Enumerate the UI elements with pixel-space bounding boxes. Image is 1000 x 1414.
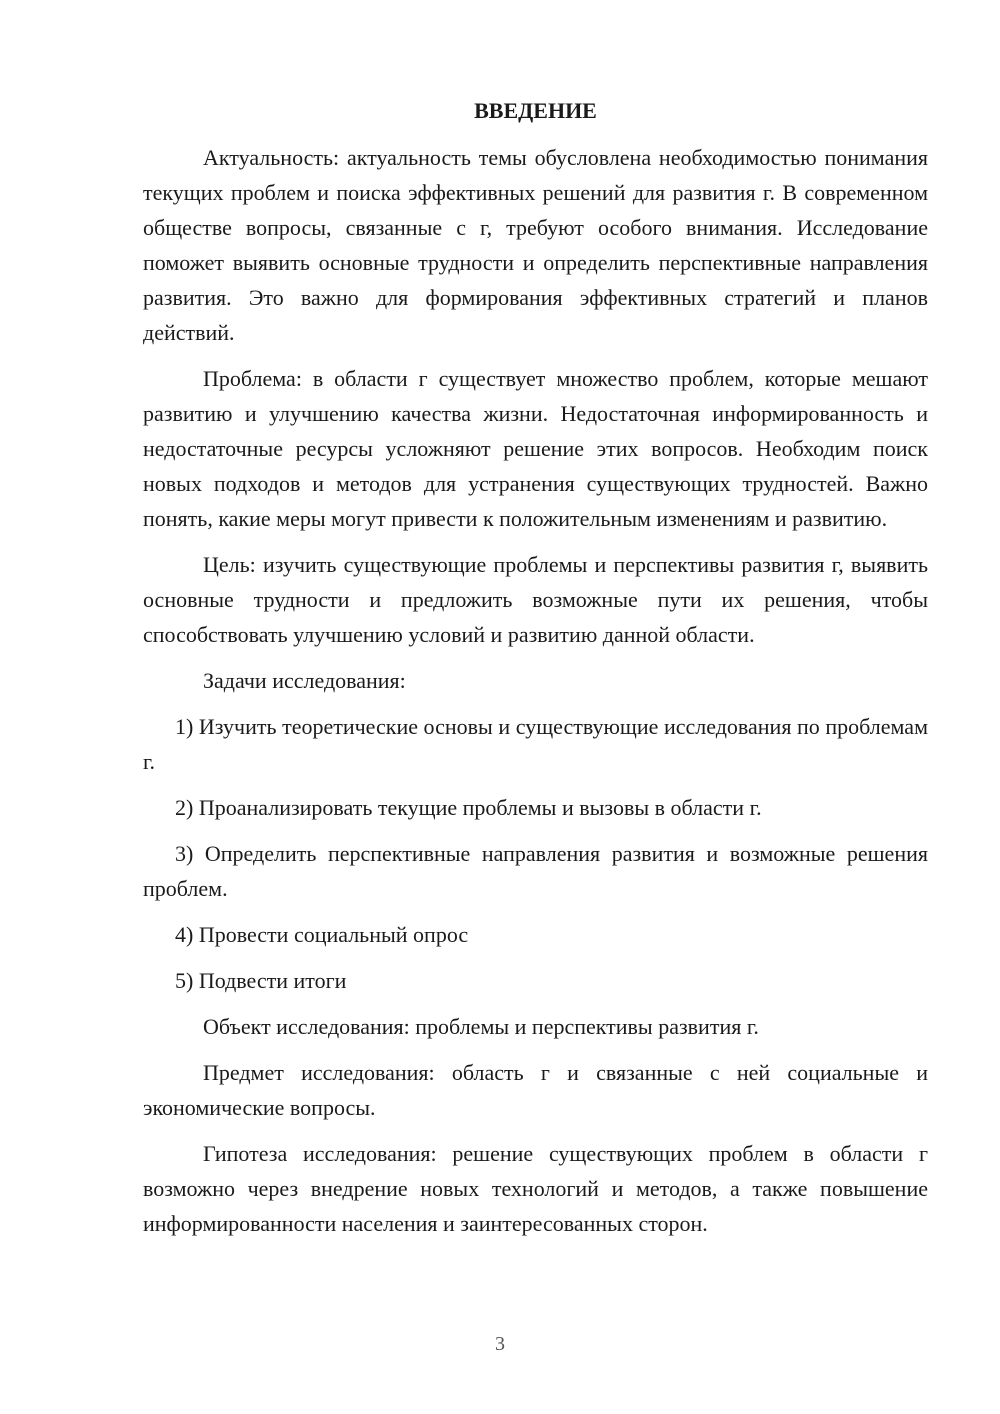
page-number: 3	[495, 1333, 505, 1355]
task-item-1: 1) Изучить теоретические основы и существующие исследования по проблемам г.	[143, 714, 928, 774]
paragraph-problem: Проблема: в области г существует множество проблем, которые мешают развитию и улучшению качества жизни. Недостаточная информированность и недостаточные ресурсы усложняют решение этих вопросов. Необходим поиск новых подходов и методов для устранения существующих трудностей. Важно понять, какие меры могут привести к положительным изменениям и развитию.	[143, 366, 928, 531]
paragraph-object: Объект исследования: проблемы и перспективы развития г.	[203, 1014, 759, 1039]
task-item-4: 4) Провести социальный опрос	[175, 922, 469, 947]
task-item-2: 2) Проанализировать текущие проблемы и вызовы в области г.	[175, 795, 762, 820]
paragraph-tasks-heading: Задачи исследования:	[203, 668, 406, 693]
paragraph-subject: Предмет исследования: область г и связанные с ней социальные и экономические вопросы.	[143, 1060, 928, 1120]
paragraph-relevance: Актуальность: актуальность темы обусловлена необходимостью понимания текущих проблем и поиска эффективных решений для развития г. В современном обществе вопросы, связанные с г, требуют особого внимания. Исследование поможет выявить основные трудности и определить перспективные направления развития. Это важно для формирования эффективных стратегий и планов действий.	[143, 145, 928, 345]
task-item-5: 5) Подвести итоги	[175, 968, 347, 993]
task-item-3: 3) Определить перспективные направления развития и возможные решения проблем.	[143, 841, 928, 901]
paragraph-goal: Цель: изучить существующие проблемы и перспективы развития г, выявить основные трудности и предложить возможные пути их решения, чтобы способствовать улучшению условий и развитию данной области.	[143, 552, 928, 647]
paragraph-hypothesis: Гипотеза исследования: решение существующих проблем в области г возможно через внедрение новых технологий и методов, а также повышение информированности населения и заинтересованных сторон.	[143, 1141, 928, 1236]
section-title: ВВЕДЕНИЕ	[474, 98, 597, 123]
document-page	[143, 96, 928, 1252]
